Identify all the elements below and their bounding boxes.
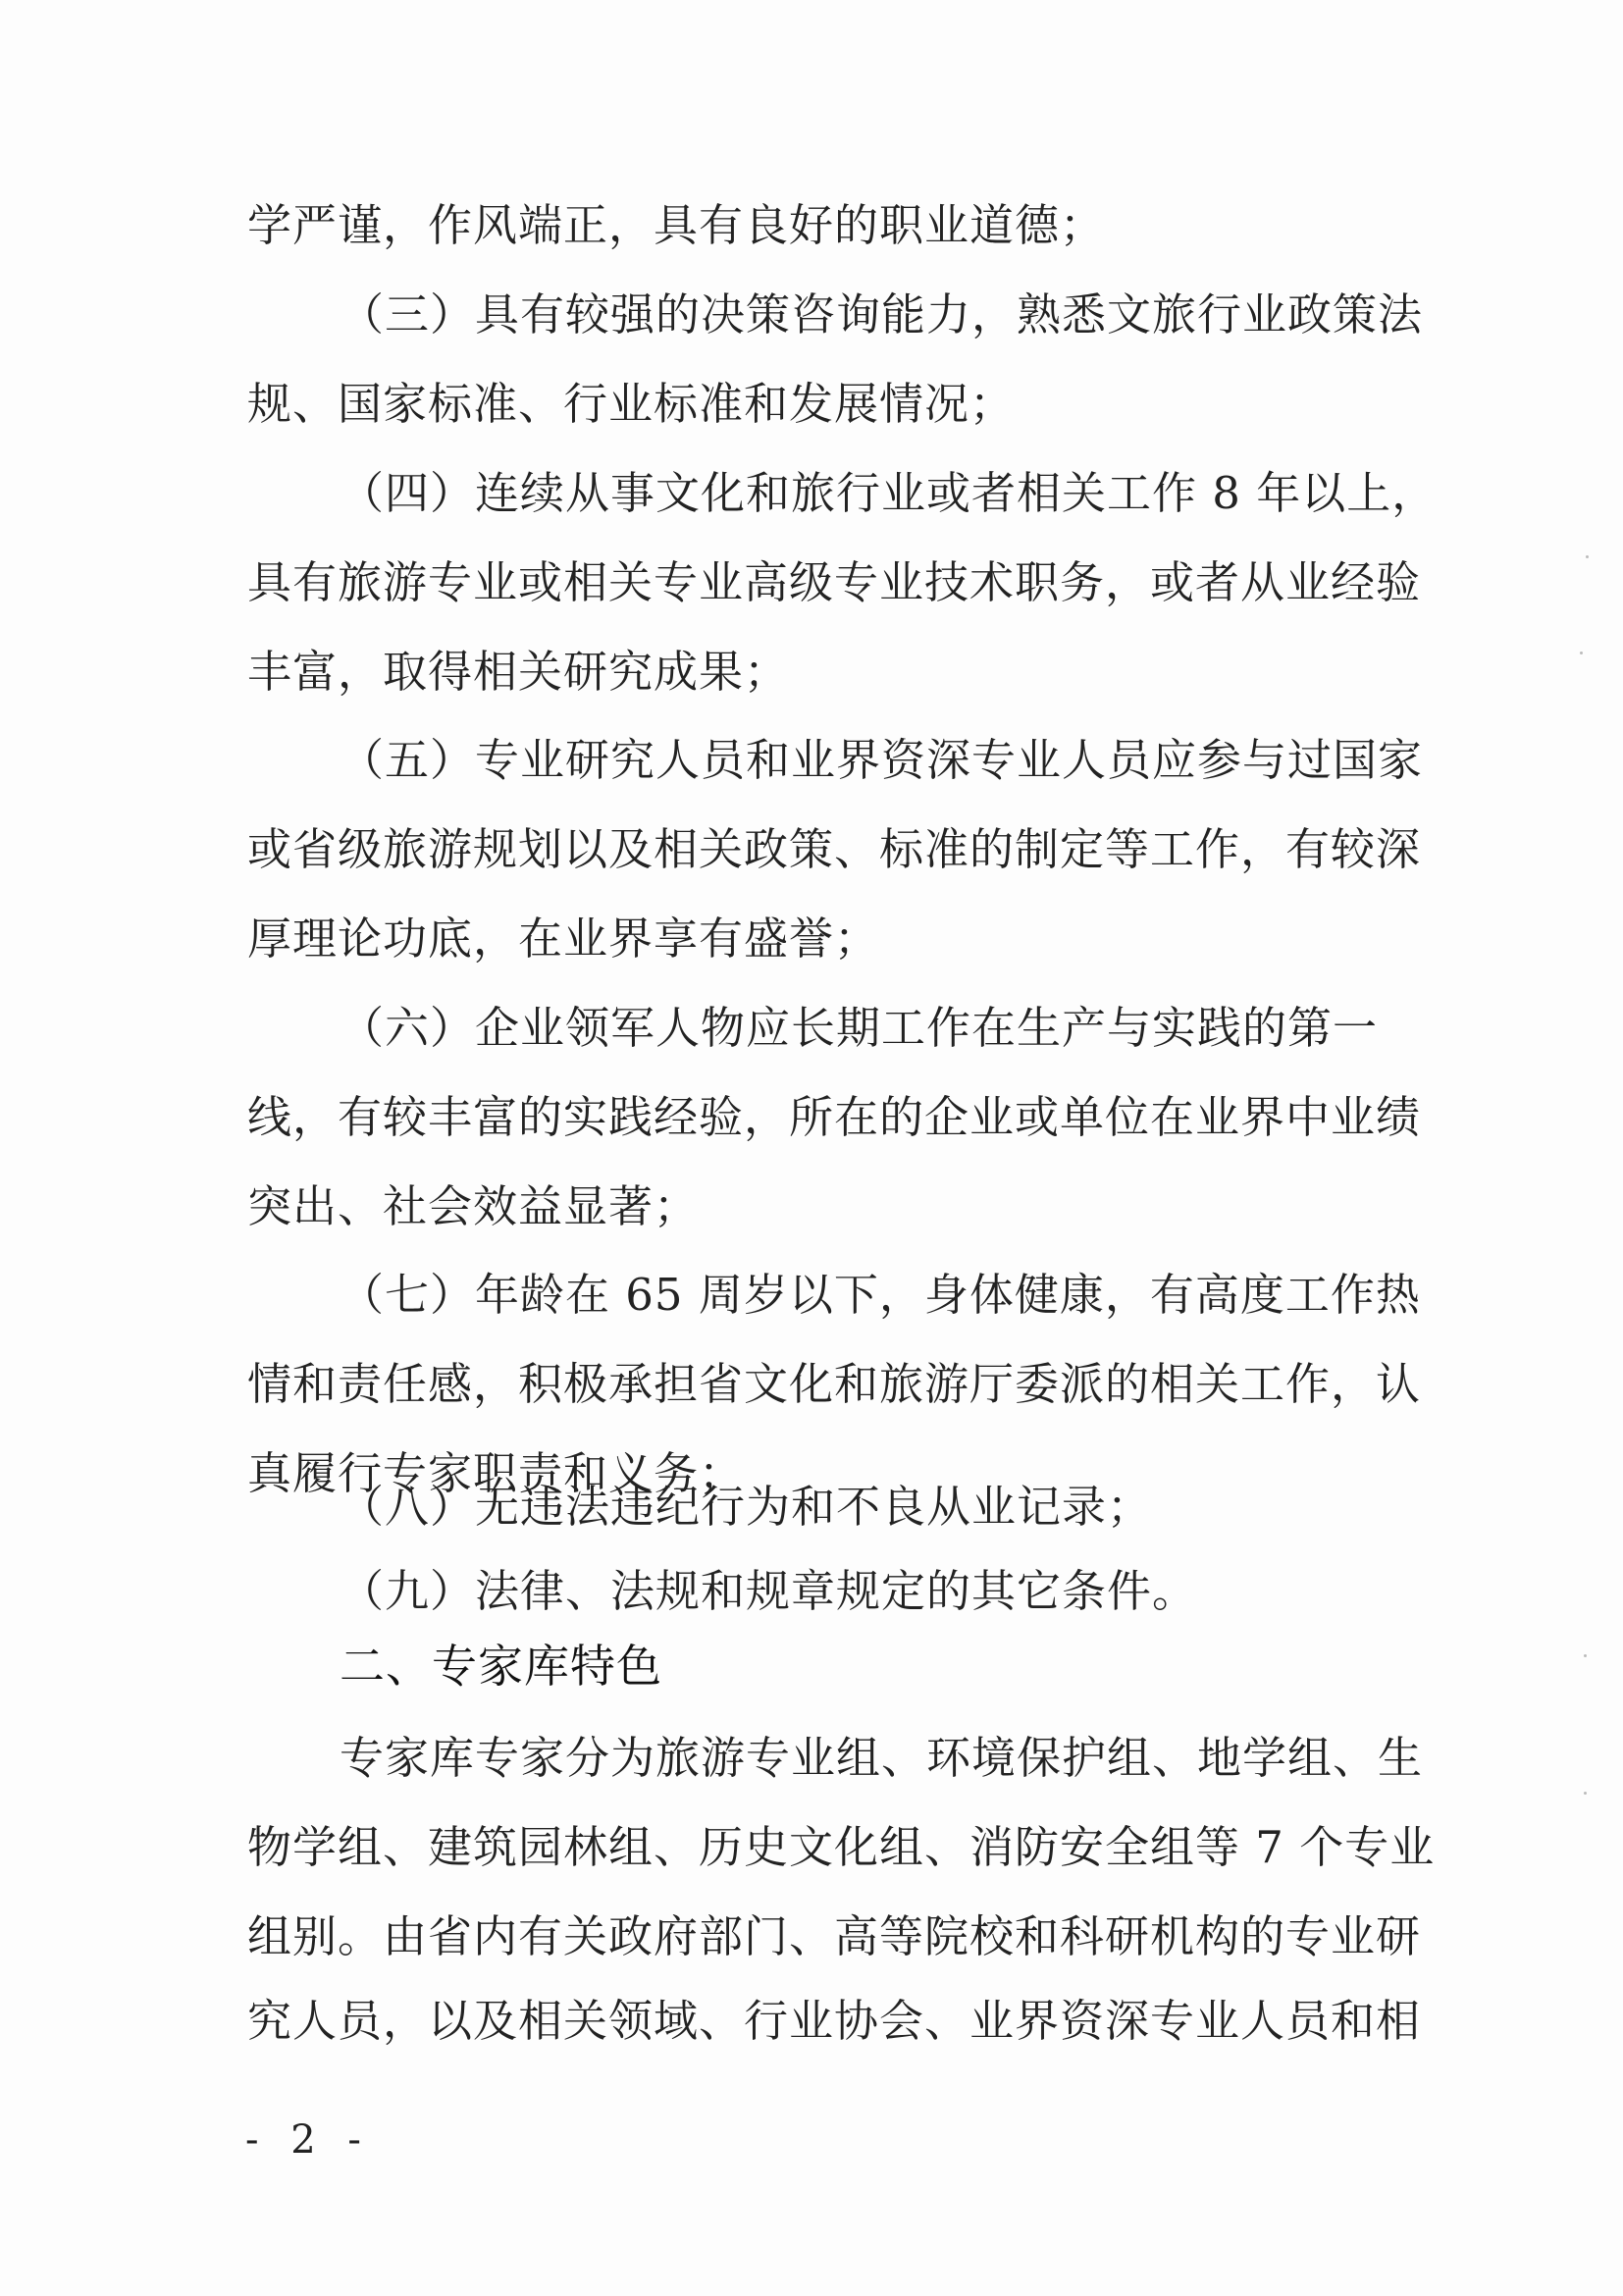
section-heading: 二、专家库特色 bbox=[340, 1640, 662, 1693]
text-line: 究人员，以及相关领域、行业协会、业界资深专业人员和相 bbox=[247, 1995, 1422, 2047]
scan-speck bbox=[1584, 1792, 1587, 1795]
list-item-4: （四）连续从事文化和旅行业或者相关工作 8 年以上， bbox=[340, 467, 1438, 519]
text-line: 具有旅游专业或相关专业高级专业技术职务，或者从业经验 bbox=[247, 556, 1422, 608]
scan-speck bbox=[1584, 1654, 1587, 1657]
text-line: 规、国家标准、行业标准和发展情况； bbox=[247, 378, 1016, 430]
list-item-3: （三）具有较强的决策咨询能力，熟悉文旅行业政策法 bbox=[340, 288, 1424, 340]
list-item-7: （七）年龄在 65 周岁以下，身体健康，有高度工作热 bbox=[340, 1269, 1421, 1321]
text-line: 学严谨，作风端正，具有良好的职业道德； bbox=[247, 199, 1106, 251]
text-line: 突出、社会效益显著； bbox=[247, 1180, 700, 1232]
text-line: 或省级旅游规划以及相关政策、标准的制定等工作，有较深 bbox=[247, 823, 1422, 875]
scan-speck bbox=[1586, 555, 1589, 558]
text-line: 丰富，取得相关研究成果； bbox=[247, 646, 790, 698]
list-item-5: （五）专业研究人员和业界资深专业人员应参与过国家 bbox=[340, 734, 1424, 786]
paragraph-start: 专家库专家分为旅游专业组、环境保护组、地学组、生 bbox=[340, 1732, 1424, 1784]
list-item-9: （九）法律、法规和规章规定的其它条件。 bbox=[340, 1565, 1198, 1617]
text-line: 物学组、建筑园林组、历史文化组、消防安全组等 7 个专业 bbox=[247, 1821, 1436, 1873]
text-line: 组别。由省内有关政府部门、高等院校和科研机构的专业研 bbox=[247, 1910, 1422, 1962]
list-item-8: （八）无违法违纪行为和不良从业记录； bbox=[340, 1481, 1153, 1533]
text-line: 真履行专家职责和义务； bbox=[247, 1447, 745, 1499]
text-line: 线，有较丰富的实践经验，所在的企业或单位在业界中业绩 bbox=[247, 1091, 1422, 1143]
scan-speck bbox=[1580, 652, 1583, 654]
list-item-6: （六）企业领军人物应长期工作在生产与实践的第一 bbox=[340, 1002, 1379, 1054]
text-line: 厚理论功底，在业界享有盛誉； bbox=[247, 913, 880, 965]
page-number: - 2 - bbox=[245, 2117, 371, 2163]
text-line: 情和责任感，积极承担省文化和旅游厅委派的相关工作，认 bbox=[247, 1358, 1422, 1410]
